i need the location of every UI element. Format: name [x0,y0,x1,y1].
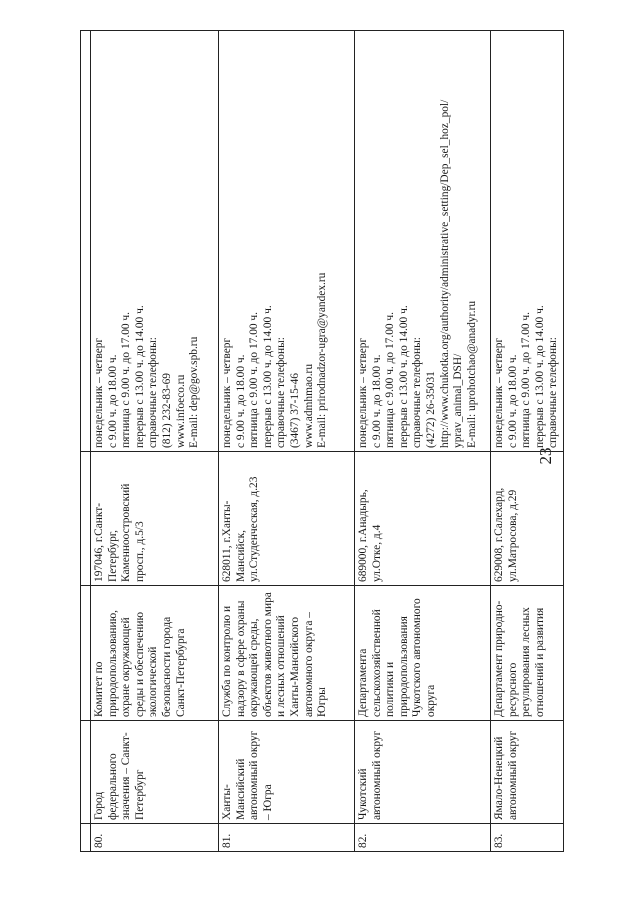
contact-line: перерыв с 13.00 ч. до 14.00 ч. [533,305,546,448]
contact-line: с 9.00 ч. до 18.00 ч. [106,354,119,448]
contact-line: перерыв с 13.00 ч. до 14.00 ч. [133,305,146,448]
table-top-stub-row [81,31,91,852]
contact-line: понедельник – четверг [221,337,233,448]
row-number: 82. [355,824,491,852]
contact-line: перерыв с 13.00 ч. до 14.00 ч. [261,305,274,448]
document-table-sheet [80,30,558,852]
contact-line: понедельник – четверг [357,337,369,448]
contact-line: справочные телефоны: [547,337,560,448]
contact-link[interactable]: yprav_animal_DSH/ [452,353,465,448]
row-number: 81. [219,824,355,852]
address-cell: 629008, г.Салехард, ул.Матросова, д.29 [491,452,564,586]
region-cell: Ямало-Ненецкий автономный округ [491,721,564,824]
contact-line: пятница с 9.00 ч. до 17.00 ч. [520,311,533,448]
contact-line: понедельник – четверг [93,337,105,448]
contact-link[interactable]: http://www.chukotka.org/authority/administrative_setting/Dep_sel_hoz_pol/ [438,99,451,448]
contacts-cell [491,31,564,452]
organization-cell: Комитет по природопользованию, охране окружающей среды и обеспечению экологической безопасности города Санкт-Петербурга [91,586,219,721]
address-cell: 628011, г.Ханты-Мансийск, ул.Студенческая, д.23 [219,452,355,586]
contact-line: понедельник – четверг [493,337,505,448]
contact-link[interactable]: www.admhmao.ru [302,363,315,448]
contact-line: перерыв с 13.00 ч. до 14.00 ч. [397,305,410,448]
table-row [491,31,564,852]
table-row [219,31,355,852]
contacts-cell [219,31,355,452]
contact-line: пятница с 9.00 ч. до 17.00 ч. [384,311,397,448]
contact-line: с 9.00 ч. до 18.00 ч. [370,354,383,448]
row-number: 83. [491,824,564,852]
region-cell: Чукотский автономный округ [355,721,491,824]
page-number: 23 [536,447,555,465]
contact-line: справочные телефоны: [275,337,288,448]
row-number: 80. [91,824,219,852]
contacts-cell [91,31,219,452]
table-row [91,31,219,852]
contacts-cell [355,31,491,452]
address-cell: 197046, г.Санкт-Петербург, Каменноостровский просп., д.5/3 [91,452,219,586]
contact-line: с 9.00 ч. до 18.00 ч. [234,354,247,448]
organization-cell: Департамент природно-ресурсного регулирования лесных отношений и развития [491,586,564,721]
region-cell: Город федерального значения – Санкт-Петербург [91,721,219,824]
organizations-table [80,30,564,852]
contact-line: справочные телефоны: [411,337,424,448]
contact-line: (812) 232-83-69 [160,373,173,448]
address-cell: 689000, г.Анадырь, ул.Отке, д.4 [355,452,491,586]
contact-email[interactable]: E-mail: dep@gov.spb.ru [188,336,201,448]
contact-line: с 9.00 ч. до 18.00 ч. [506,354,519,448]
region-cell: Ханты-Мансийский автономный округ – Югра [219,721,355,824]
contact-link[interactable]: www.infoeco.ru [174,374,187,448]
contact-line: (4272) 26-35031 [424,371,437,448]
organization-cell: Департамента сельскохозяйственной политики и природопользования Чукотского автономного округа [355,586,491,721]
contact-line: пятница с 9.00 ч. до 17.00 ч. [248,311,261,448]
table-row [355,31,491,852]
contact-line: (3467) 37-15-46 [288,373,301,448]
contact-line: пятница с 9.00 ч. до 17.00 ч. [120,311,133,448]
contact-line: справочные телефоны: [147,337,160,448]
organization-cell: Служба по контролю и надзору в сфере охраны окружающей среды, объектов животного мира и лесных отношений Ханты-Мансийского автономного округа – Югры [219,586,355,721]
contact-email[interactable]: E-mail: uprohotchao@anadyr.ru [465,300,478,448]
contact-email[interactable]: E-mail: prirodnadzor-ugra@yandex.ru [316,272,329,448]
